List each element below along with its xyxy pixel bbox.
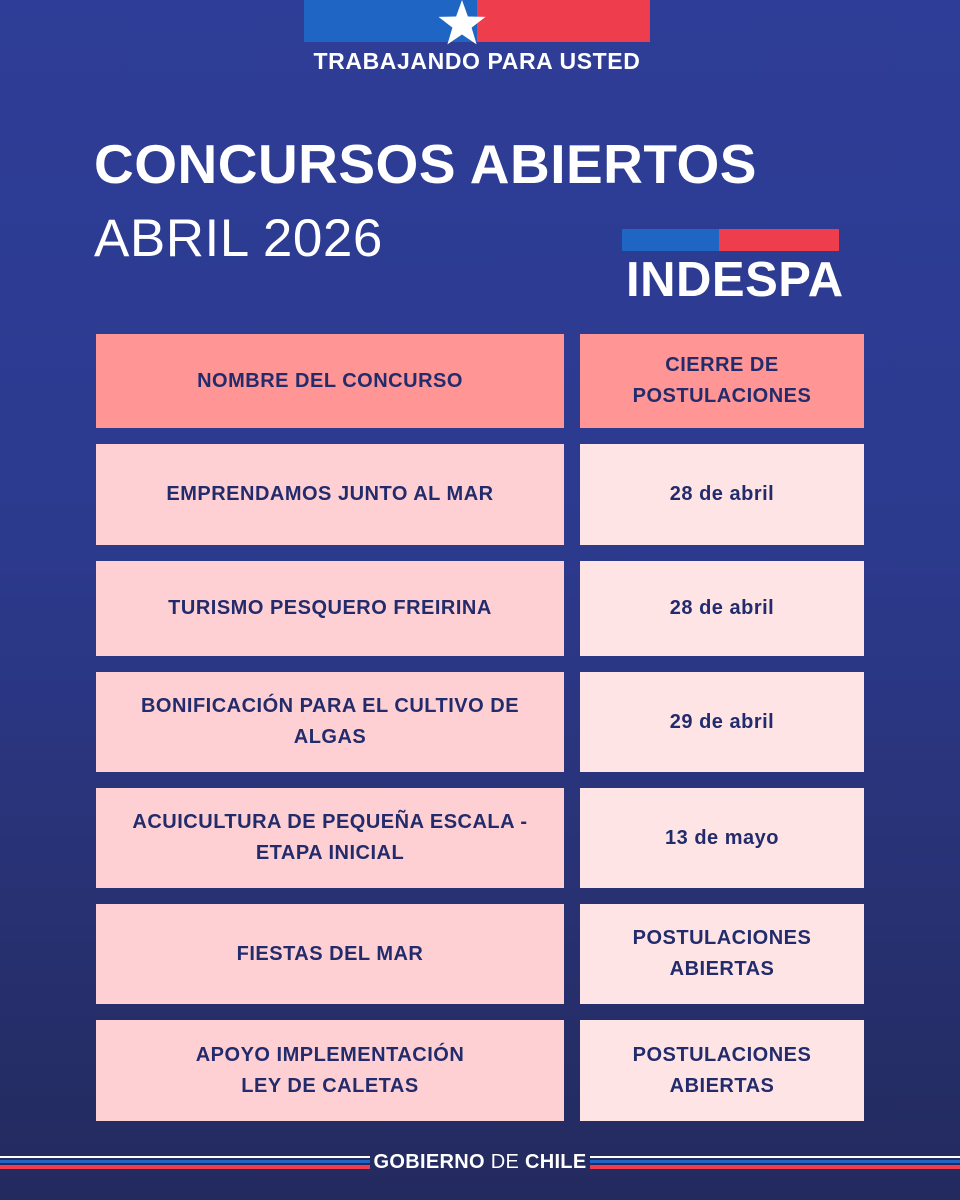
row-2-name: TURISMO PESQUERO FREIRINA [96,561,564,656]
row-2-deadline: 28 de abril [580,561,864,656]
footer-stripe-left [0,1156,370,1170]
star-icon [437,0,487,46]
row-3-deadline: 29 de abril [580,672,864,772]
header-cell-name: NOMBRE DEL CONCURSO [96,334,564,428]
tagline: TRABAJANDO PARA USTED [313,48,641,74]
row-4-name: ACUICULTURA DE PEQUEÑA ESCALA - ETAPA INICIAL [96,788,564,888]
logo-red-bar [719,229,839,251]
indespa-logo [622,229,844,309]
flag-red-segment [477,0,650,42]
row-4-deadline: 13 de mayo [580,788,864,888]
chile-flag-bar [304,0,650,42]
page-title: CONCURSOS ABIERTOS [94,133,757,195]
header-cell-deadline: CIERRE DE POSTULACIONES [580,334,864,428]
row-1-deadline: 28 de abril [580,444,864,545]
logo-blue-bar [622,229,719,251]
footer-stripe-right [590,1156,960,1170]
footer-part-1: GOBIERNO [373,1151,485,1173]
footer-government-label [370,1151,590,1174]
footer-part-2: DE [490,1151,520,1173]
row-5-name: FIESTAS DEL MAR [96,904,564,1004]
logo-name: INDESPA [626,253,844,307]
row-3-name: BONIFICACIÓN PARA EL CULTIVO DE ALGAS [96,672,564,772]
footer-part-3: CHILE [524,1151,587,1173]
row-6-deadline: POSTULACIONES ABIERTAS [580,1020,864,1121]
page-subtitle: ABRIL 2026 [94,209,383,268]
row-1-name: EMPRENDAMOS JUNTO AL MAR [96,444,564,545]
row-6-name: APOYO IMPLEMENTACIÓN LEY DE CALETAS [96,1020,564,1121]
row-5-deadline: POSTULACIONES ABIERTAS [580,904,864,1004]
